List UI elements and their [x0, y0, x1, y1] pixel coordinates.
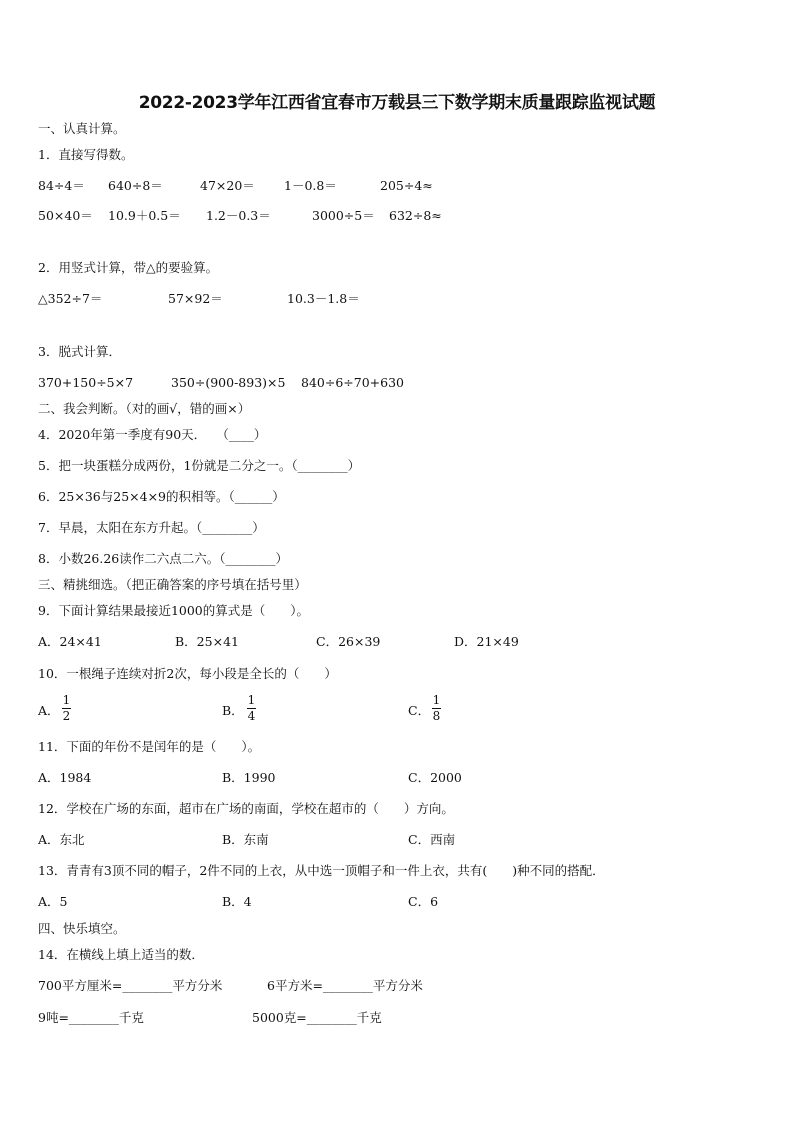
section-heading-3: 三、精挑细选。（把正确答案的序号填在括号里）: [38, 577, 307, 592]
q10-option-b-fraction: [247, 694, 256, 723]
fraction-numerator: 1: [62, 693, 71, 707]
judge-question-5: 5．把一块蛋糕分成两份，1份就是二分之一。（________）: [38, 458, 361, 473]
q2-item: 10.3－1.8＝: [287, 291, 360, 306]
question-3-prompt: 3．脱式计算．: [38, 344, 121, 359]
judge-question-6: 6．25×36与25×4×9的积相等。（______）: [38, 489, 285, 504]
q3-item: 370+150÷5×7: [38, 375, 134, 390]
q1-item: 205÷4≈: [380, 178, 433, 193]
question-14-prompt: 14．在横线上填上适当的数．: [38, 947, 204, 962]
q14-item: 5000克=________千克: [252, 1010, 382, 1025]
q13-option-a: A．5: [38, 894, 68, 909]
question-1-prompt: 1．直接写得数。: [38, 147, 134, 162]
q14-item: 700平方厘米=________平方分米: [38, 978, 223, 993]
q1-item: 1.2－0.3＝: [206, 208, 271, 223]
section-heading-4: 四、快乐填空。: [38, 921, 126, 936]
q1-item: 3000÷5＝: [312, 208, 375, 223]
q1-item: 1－0.8＝: [284, 178, 337, 193]
fraction-denominator: 8: [432, 709, 441, 723]
question-10-prompt: 10．一根绳子连续对折2次，每小段是全长的（ ）: [38, 666, 337, 681]
q9-option-c: C．26×39: [316, 634, 381, 649]
question-9-prompt: 9．下面计算结果最接近1000的算式是（ ）。: [38, 603, 310, 618]
question-12-prompt: 12．学校在广场的东面，超市在广场的南面，学校在超市的（ ）方向。: [38, 801, 454, 816]
q10-option-c-label: C．: [408, 703, 431, 718]
q11-option-b: B．1990: [222, 770, 276, 785]
q10-option-c-fraction: [432, 694, 441, 723]
judge-question-4: 4．2020年第一季度有90天． （____）: [38, 427, 267, 442]
q12-option-b: B．东南: [222, 832, 269, 847]
q13-option-b: B．4: [222, 894, 252, 909]
question-11-prompt: 11．下面的年份不是闰年的是（ ）。: [38, 739, 261, 754]
q3-item: 840÷6÷70+630: [301, 375, 404, 390]
question-2-prompt: 2．用竖式计算，带△的要验算。: [38, 260, 219, 275]
q1-item: 640÷8＝: [108, 178, 163, 193]
judge-question-7: 7．早晨，太阳在东方升起。（________）: [38, 520, 265, 535]
q12-option-c: C．西南: [408, 832, 456, 847]
q2-item: 57×92＝: [168, 291, 223, 306]
q1-item: 10.9＋0.5＝: [108, 208, 181, 223]
q2-item: △352÷7＝: [38, 291, 103, 306]
q14-item: 6平方米=________平方分米: [267, 978, 423, 993]
q10-option-a-label: A．: [38, 703, 60, 718]
fraction-numerator: 1: [432, 693, 441, 707]
q13-option-c: C．6: [408, 894, 439, 909]
q11-option-a: A．1984: [38, 770, 92, 785]
q9-option-b: B．25×41: [175, 634, 239, 649]
q10-option-b-label: B．: [222, 703, 244, 718]
q9-option-d: D．21×49: [454, 634, 519, 649]
section-heading-2: 二、我会判断。（对的画√，错的画×）: [38, 401, 251, 416]
q10-option-a-fraction: [62, 694, 71, 723]
q1-item: 84÷4＝: [38, 178, 85, 193]
q9-option-a: A．24×41: [38, 634, 102, 649]
q11-option-c: C．2000: [408, 770, 462, 785]
q1-item: 47×20＝: [200, 178, 255, 193]
section-heading-1: 一、认真计算。: [38, 121, 126, 136]
judge-question-8: 8．小数26.26读作二六点二六。（________）: [38, 551, 288, 566]
q1-item: 50×40＝: [38, 208, 93, 223]
fraction-numerator: 1: [247, 693, 256, 707]
q12-option-a: A．东北: [38, 832, 85, 847]
question-13-prompt: 13．青青有3顶不同的帽子，2件不同的上衣，从中选一顶帽子和一件上衣，共有( )种不同的搭配．: [38, 863, 605, 878]
fraction-denominator: 2: [62, 709, 71, 723]
fraction-denominator: 4: [247, 709, 256, 723]
q14-item: 9吨=________千克: [38, 1010, 144, 1025]
q3-item: 350÷(900-893)×5: [171, 375, 286, 390]
page-title: 2022-2023学年江西省宜春市万载县三下数学期末质量跟踪监视试题: [138, 93, 656, 113]
q1-item: 632÷8≈: [389, 208, 442, 223]
